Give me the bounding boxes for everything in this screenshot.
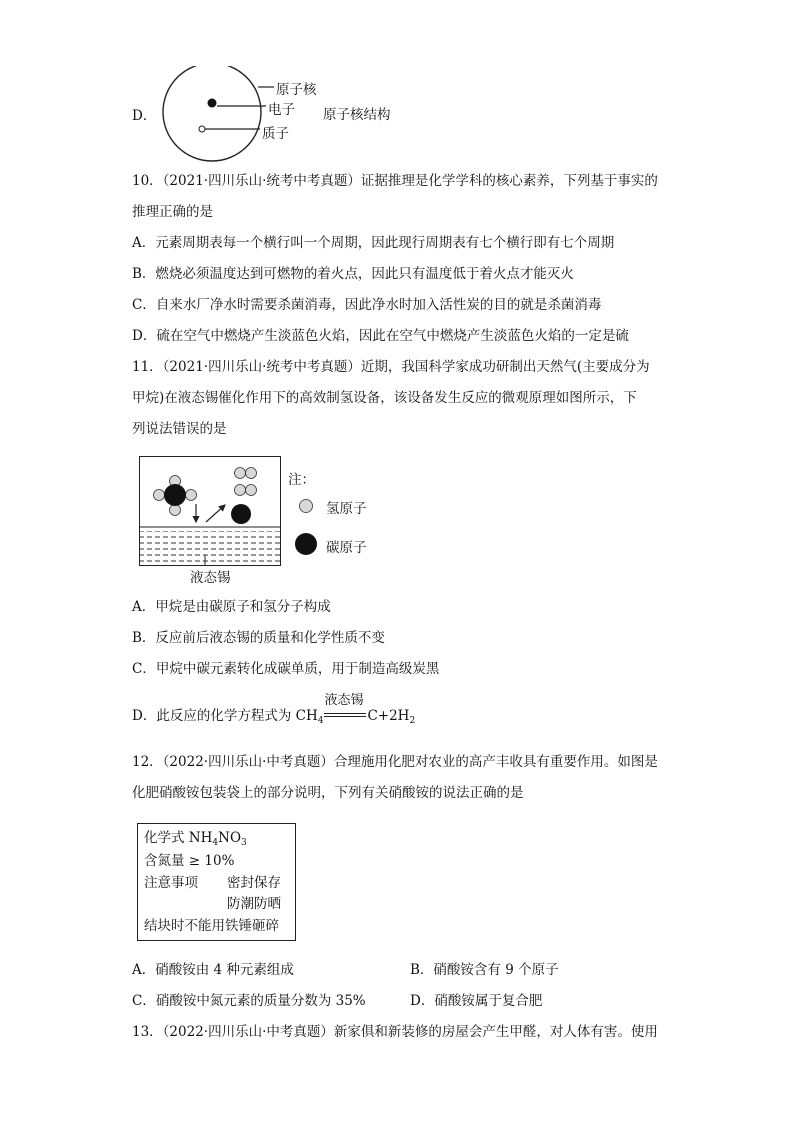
option-d-prefix: D．此反应的化学方程式为 CH [132,708,318,724]
question-stem: 13．（2022·四川乐山·中考真题）新家俱和新装修的房屋会产生甲醛，对人体有害。使用 [132,1024,658,1040]
legend-note: 注： [288,472,315,488]
fertilizer-label-box [137,823,296,941]
atom-structure-diagram [158,66,278,162]
diagram-caption: 原子核结构 [323,107,391,123]
option-a: A．元素周期表每一个横行叫一个周期，因此现行周期表有七个横行即有七个周期 [132,235,615,251]
label-nucleus: 原子核 [276,82,317,98]
question-stem-cont: 化肥硝酸铵包装袋上的部分说明，下列有关硝酸铵的说法正确的是 [132,785,524,801]
option-a: A．甲烷是由碳原子和氢分子构成 [132,599,331,615]
formula-prefix: 化学式 NH [144,830,213,846]
option-d: D．硝酸铵属于复合肥 [410,993,543,1009]
option-b: B．反应前后液态锡的质量和化学性质不变 [132,630,385,646]
formula-rest: NO [218,830,242,846]
option-d [132,693,416,726]
option-letter: D． [132,108,157,124]
label-moisture: 防潮防晒 [227,896,281,912]
reaction-diagram [139,456,281,566]
label-nitrogen: 含氮量 ≥ 10% [144,853,235,869]
label-electron: 电子 [268,102,295,118]
hydrogen-atom-icon [296,496,316,516]
label-formula [144,828,247,848]
question-stem: 10．（2021·四川乐山·统考中考真题）证据推理是化学学科的核心素养，下列基于事实的 [132,173,658,189]
atom-outline [163,66,261,161]
liquid-tin-region [140,531,280,565]
option-d-sub2: 2 [409,716,416,726]
question-stem-cont: 推理正确的是 [132,204,213,220]
methane-molecule [154,476,197,516]
question-stem-cont: 列说法错误的是 [132,421,227,437]
option-d: D．硫在空气中燃烧产生淡蓝色火焰，因此在空气中燃烧产生淡蓝色火焰的一定是硫 [132,328,629,344]
option-c: C．硝酸铵中氮元素的质量分数为 35% [132,993,366,1009]
option-c: C．自来水厂净水时需要杀菌消毒，因此净水时加入活性炭的目的就是杀菌消毒 [132,297,602,313]
option-c: C．甲烷中碳元素转化成碳单质，用于制造高级炭黑 [132,661,440,677]
proton-dot [199,126,205,132]
question-stem: 11．（2021·四川乐山·统考中考真题）近期，我国科学家成功研制出天然气(主要成分为 [132,359,650,375]
condition-label: 液态锡 [324,693,364,708]
tin-label: 液态锡 [190,570,231,586]
label-notes: 注意事项 [144,875,198,891]
formula-sub3: 3 [241,838,247,848]
option-b: B．硝酸铵含有 9 个原子 [410,962,559,978]
formula-sub4: 4 [212,838,219,848]
label-sealed: 密封保存 [227,875,281,891]
reaction-condition [324,693,366,726]
option-b: B．燃烧必须温度达到可燃物的着火点，因此只有温度低于着火点才能灭火 [132,266,574,282]
question-stem: 12．（2022·四川乐山·中考真题）合理施用化肥对农业的高产丰收具有重要作用。如图是 [132,754,658,770]
carbon-atom-product [231,504,251,524]
carbon-atom-icon [292,530,320,558]
option-a: A．硝酸铵由 4 种元素组成 [132,962,294,978]
option-d-sub4: 4 [317,716,324,726]
option-d-product: C+2H [367,708,410,724]
question-stem-cont: 甲烷)在液态锡催化作用下的高效制氢设备，该设备发生反应的微观原理如图所示，下 [132,390,637,406]
electron-dot [208,99,217,108]
hydrogen-molecules [235,468,257,496]
label-proton: 质子 [262,126,289,142]
label-caking: 结块时不能用铁锤砸碎 [144,918,279,934]
legend-hydrogen: 氢原子 [326,501,367,517]
up-arrow [206,505,225,522]
legend-carbon: 碳原子 [326,540,367,556]
